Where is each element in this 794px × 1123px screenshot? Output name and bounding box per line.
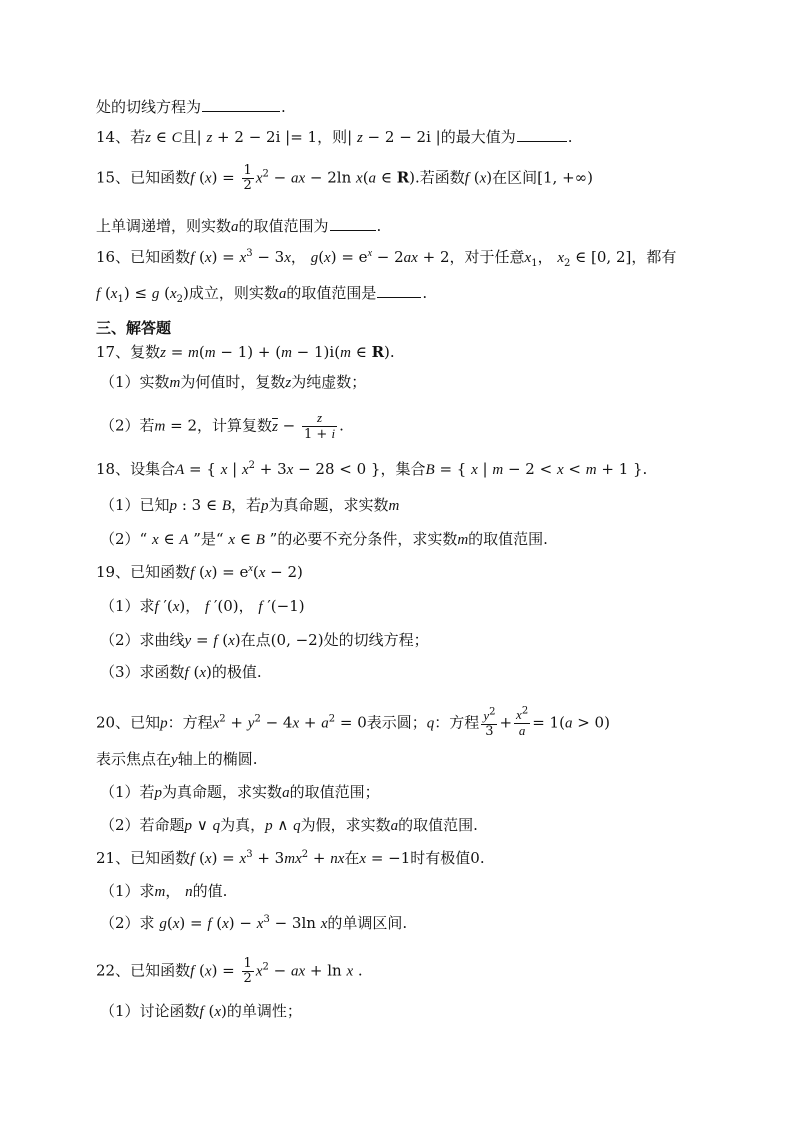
text: 在区间 [492, 168, 538, 187]
text: （3）求函数 [100, 663, 185, 681]
text: 的最大值为 [440, 128, 516, 146]
answer-blank [517, 127, 567, 142]
text: 且 [181, 128, 197, 146]
question-22-part1: （1）讨论函数f (x)的单调性； [100, 1002, 302, 1020]
text: ”是“ [193, 530, 224, 548]
question-16: 16、已知函数f $(x) = x^3 - 3x$， $g(x) = e^x - 2ax + 2$，对于任意$x_1$， $x_2$ ∈ [0, 2]，都有 [96, 248, 677, 269]
text: 16、已知函数 [96, 248, 191, 266]
text: （1）实数 [100, 373, 170, 391]
question-16-cont: f $(x_1) \le g$ $(x_2)$成立，则实数a的取值范围是 . [96, 284, 428, 305]
fraction: $\frac{y^2}{3}$ [483, 706, 496, 739]
question-17-part1: （1）实数m为何值时，复数z为纯虚数； [100, 373, 367, 391]
text: （1）求 [100, 597, 155, 615]
text: ，若 [231, 496, 262, 514]
text: 轴上的椭圆. [177, 750, 258, 768]
text: （1）讨论函数 [100, 1002, 200, 1020]
text: （1）若 [100, 783, 155, 801]
text: 在 [344, 849, 360, 867]
text: 表示圆； [366, 713, 427, 732]
text: 的单调性； [226, 1002, 302, 1020]
question-14: 14、若z ∈ C且| z + 2 − 2i |= 1，则| z − 2 − 2i |的最大值为 . [96, 128, 573, 146]
question-20-part2: （2）若命题p ∨ q为真，p ∧ q为假，求实数a的取值范围. [100, 816, 478, 834]
text: . [567, 128, 573, 146]
text: 的值. [192, 882, 228, 900]
text: 时有极值0. [410, 849, 485, 867]
text: 的极值. [211, 663, 262, 681]
question-21-part2: （2）求 g(x) = f $(x) - x^3 - 3\ln$ x的单调区间. [100, 914, 408, 932]
question-19: 19、已知函数f $(x) = e^x(x - 2)$ [96, 563, 303, 581]
text: 表示焦点在 [96, 750, 172, 768]
question-20: 20、已知p：方程$x^2 + y^2 - 4x + a^2 = 0$表示圆；q：方程 $\frac{y^2}{3}$ + $\frac{x^2}{a}$ = 1(a > 0) [96, 705, 610, 739]
text: ，都有 [631, 248, 677, 266]
text: 的取值范围； [289, 783, 380, 801]
fraction: $\frac{1}{2}$ [243, 163, 252, 193]
text: 为假，求实数 [300, 816, 391, 834]
text: （2）“ [100, 530, 148, 548]
text: 17、复数 [96, 343, 161, 361]
text: 的取值范围是 [286, 284, 377, 302]
text: 为纯虚数； [291, 373, 367, 391]
text: . [281, 98, 286, 116]
text: ，对于任意 [449, 248, 525, 266]
answer-blank [377, 283, 421, 298]
text: 上单调递增，则实数 [96, 217, 232, 235]
text: 20、已知 [96, 713, 161, 732]
text: 18、设集合 [96, 460, 176, 478]
text: 14、若 [96, 128, 146, 146]
question-15-cont: 上单调递增，则实数a的取值范围为 . [96, 217, 382, 235]
text: ：方程 [167, 713, 213, 732]
text: .若函数 [415, 168, 465, 187]
text: 为真命题，求实数 [268, 496, 389, 514]
question-19-part3: （3）求函数f (x)的极值. [100, 663, 262, 681]
text: 的取值范围. [468, 530, 548, 548]
section-heading: 三、解答题 [96, 319, 172, 337]
text: 22、已知函数 [96, 961, 191, 980]
fraction: $\frac{z}{1 + i}$ [304, 410, 336, 442]
question-17: 17、复数z = m(m − 1) + (m − 1)i(m ∈ R). [96, 343, 395, 361]
text: （1）已知 [100, 496, 170, 514]
text: 为何值时，复数 [180, 373, 286, 391]
text: （2）若 [100, 416, 155, 435]
text: 的取值范围为 [238, 217, 329, 235]
question-20-part1: （1）若p为真命题，求实数a的取值范围； [100, 783, 380, 801]
fraction: $\frac{x^2}{a}$ [516, 705, 529, 738]
question-19-part2: （2）求曲线y = f (x)在点(0, −2)处的切线方程； [100, 631, 429, 649]
question-15: 15、已知函数f (x) = $\frac{1}{2}$ $x^2$ − ax − 2ln x(a ∈ R).若函数f (x)在区间[1, +∞) [96, 163, 593, 193]
text: 的单调区间. [327, 914, 408, 932]
question-20-cont: 表示焦点在y轴上的椭圆. [96, 750, 258, 768]
text: ，集合 [380, 460, 426, 478]
text: . [422, 284, 428, 302]
text: （2）若命题 [100, 816, 185, 834]
text: 处的切线方程为 [96, 98, 202, 116]
text: 21、已知函数 [96, 849, 191, 867]
text: ，计算复数 [197, 416, 273, 435]
question-18-part1: （1）已知p : 3 ∈ B，若p为真命题，求实数m [100, 496, 400, 514]
text: 的取值范围. [398, 816, 478, 834]
question-18: 18、设集合A = { x | $x^2 + 3x - 28 < 0$ }，集合B = { x | m − 2 < x < m + 1 }. [96, 460, 648, 478]
q13-continuation [96, 97, 286, 117]
text: 19、已知函数 [96, 563, 191, 581]
text: 为真， [220, 816, 266, 834]
question-21: 21、已知函数f $(x) = x^3 + 3mx^2$ + nx在x = −1时有极值0. [96, 849, 485, 867]
text: 成立，则实数 [188, 284, 279, 302]
text: . [376, 217, 382, 235]
text: ，则 [317, 128, 348, 146]
text: （2）求曲线 [100, 631, 185, 649]
question-19-part1: （1）求f ′(x)， f ′(0)， f ′(−1) [100, 597, 305, 615]
question-21-part1: （1）求m， n的值. [100, 882, 228, 900]
text: （2）求 [100, 914, 155, 932]
text: 15、已知函数 [96, 168, 191, 187]
text: 为真命题，求实数 [162, 783, 283, 801]
text: （1）求 [100, 882, 155, 900]
question-17-part2: （2）若m = 2，计算复数$\overline{z}$ − $\frac{z}{1 + i}$ . [100, 410, 344, 442]
text: 处的切线方程； [323, 631, 429, 649]
text: ”的必要不充分条件，求实数 [269, 530, 458, 548]
fraction: $\frac{1}{2}$ [243, 956, 252, 986]
answer-blank [202, 97, 280, 112]
question-22: 22、已知函数f (x) = $\frac{1}{2}$ $x^2$ − ax + ln x . [96, 956, 363, 986]
text: 在点 [240, 631, 271, 649]
answer-blank [330, 216, 376, 231]
text: ：方程 [434, 713, 480, 732]
question-18-part2: （2）“ x ∈ A ”是“ x ∈ B ”的必要不充分条件，求实数m的取值范围. [100, 530, 548, 548]
